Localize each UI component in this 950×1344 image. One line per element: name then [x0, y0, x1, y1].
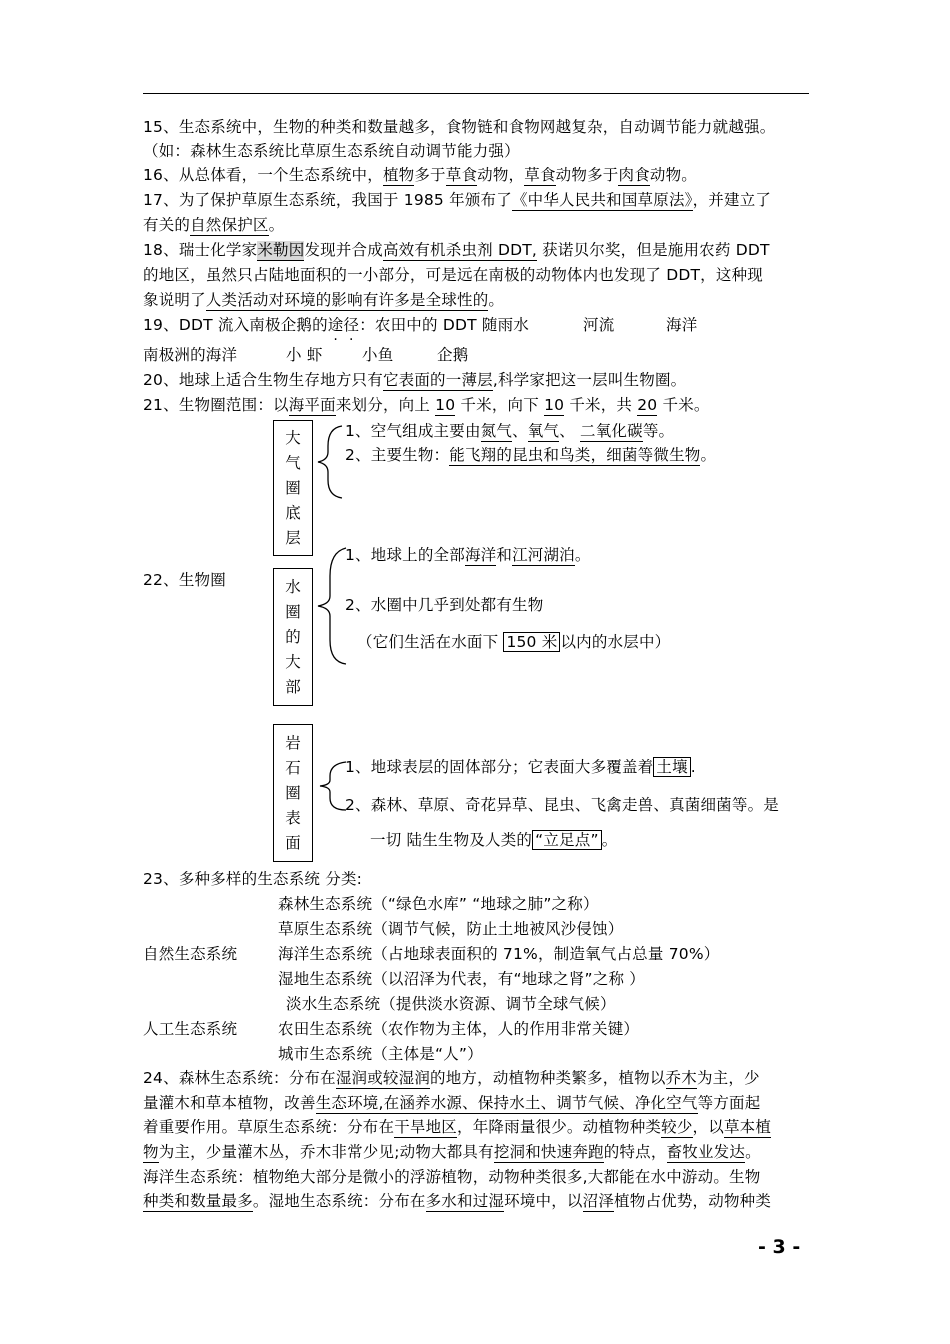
para-19-shrimp: 小 虾 — [286, 346, 323, 364]
page-number: - 3 - — [758, 1236, 801, 1258]
para-24-line3: 着重要作用。草原生态系统：分布在干旱地区，年降雨量很少。动植物种类较少，以草本植 — [143, 1118, 772, 1136]
box-hydrosphere: 水 圈 的 大 部 — [273, 568, 313, 706]
para-23-title: 23、多种多样的生态系统 分类: — [143, 870, 363, 888]
eco-freshwater: 淡水生态系统（提供淡水资源、调节全球气候） — [286, 995, 616, 1013]
para-24-line2: 量灌木和草本植物，改善生态环境,在涵养水源、保持水土、调节气候、净化空气等方面起 — [143, 1094, 761, 1112]
hydrosphere-line2: 2、水圈中几乎到处都有生物 — [345, 596, 544, 614]
para-19-ocean: 海洋 — [666, 316, 698, 334]
lithosphere-line1: 1、地球表层的固体部分；它表面大多覆盖着 土壤 . — [345, 758, 696, 776]
para-15-line2: （如：森林生态系统比草原生态系统自动调节能力强） — [143, 142, 520, 160]
eco-grassland: 草原生态系统（调节气候，防止土地被风沙侵蚀） — [278, 920, 624, 938]
para-22-label: 22、生物圈 — [143, 571, 226, 589]
box-lithosphere: 岩 石 圈 表 面 — [273, 724, 313, 862]
eco-forest: 森林生态系统（“绿色水库” “地球之肺”之称） — [278, 895, 599, 913]
para-24-line6: 种类和数量最多。湿地生态系统：分布在多水和过湿环境中，以沼泽植物占优势，动物种类 — [143, 1192, 772, 1210]
para-18-line2: 的地区，虽然只占陆地面积的一小部分，可是远在南极的动物体内也发现了 DDT，这种现 — [143, 266, 763, 284]
para-17-line1: 17、为了保护草原生态系统，我国于 1985 年颁布了《中华人民共和国草原法》，并建立了 — [143, 191, 772, 209]
brace-lithosphere — [314, 760, 348, 812]
box-atmosphere: 大 气 圈 底 层 — [273, 420, 313, 556]
para-15-line1: 15、生态系统中，生物的种类和数量越多，食物链和食物网越复杂，自动调节能力就越强。 — [143, 118, 776, 136]
brace-hydrosphere — [314, 546, 348, 666]
lithosphere-line3: 一切 陆生生物及人类的 “立足点” 。 — [370, 831, 618, 849]
para-18-line3: 象说明了人类活动对环境的影响有许多是全球性的。 — [143, 291, 505, 309]
para-19-antarctic-sea: 南极洲的海洋 — [143, 346, 238, 364]
para-20: 20、地球上适合生物生存地方只有它表面的一薄层,科学家把这一层叫生物圈。 — [143, 371, 687, 389]
eco-farmland: 农田生态系统（农作物为主体，人的作用非常关键） — [278, 1020, 640, 1038]
para-17-line2: 有关的自然保护区。 — [143, 216, 285, 234]
para-16: 16、从总体看，一个生态系统中，植物多于草食动物，草食动物多于肉食动物。 — [143, 166, 697, 184]
hydrosphere-line1: 1、地球上的全部海洋和江河湖泊。 — [345, 546, 591, 564]
para-24-line5: 海洋生态系统：植物绝大部分是微小的浮游植物，动物种类很多,大都能在水中游动。生物 — [143, 1168, 761, 1186]
lithosphere-line2: 2、森林、草原、奇花异草、昆虫、飞禽走兽、真菌细菌等。是 — [345, 796, 779, 814]
para-19-fish: 小鱼 — [362, 346, 394, 364]
eco-wetland: 湿地生态系统（以沼泽为代表，有“地球之肾”之称 ） — [278, 970, 645, 988]
artificial-ecosystem-label: 人工生态系统 — [143, 1020, 238, 1038]
brace-atmosphere — [314, 424, 344, 500]
natural-ecosystem-label: 自然生态系统 — [143, 945, 238, 963]
atmosphere-line2: 2、主要生物：能飞翔的昆虫和鸟类，细菌等微生物。 — [345, 446, 717, 464]
para-24-line4: 物为主，少量灌木丛，乔木非常少见;动物大都具有挖洞和快速奔跑的特点，畜牧业发达。 — [143, 1143, 761, 1161]
para-21: 21、生物圈范围：以海平面来划分，向上 10 千米，向下 10 千米，共 20 千米。 — [143, 396, 710, 414]
hydrosphere-line3: （它们生活在水面下 150 米 以内的水层中） — [357, 633, 671, 651]
para-19-penguin: 企鹅 — [437, 346, 469, 364]
para-19-river: 河流 — [583, 316, 615, 334]
eco-city: 城市生态系统（主体是“人”） — [278, 1045, 483, 1063]
atmosphere-line1: 1、空气组成主要由氮气、氧气、 二氧化碳等。 — [345, 422, 675, 440]
eco-ocean: 海洋生态系统（占地球表面积的 71%，制造氧气占总量 70%） — [278, 945, 720, 963]
para-19-line1: 19、DDT 流入南极企鹅的途径：农田中的 DDT 随雨水 — [143, 316, 529, 334]
para-18-line1: 18、瑞士化学家米勒因发现并合成高效有机杀虫剂 DDT, 获诺贝尔奖，但是施用农药 DDT — [143, 241, 770, 259]
para-24-line1: 24、森林生态系统：分布在湿润或较湿润的地方，动植物种类繁多，植物以乔木为主，少 — [143, 1069, 760, 1087]
header-rule — [143, 93, 809, 94]
